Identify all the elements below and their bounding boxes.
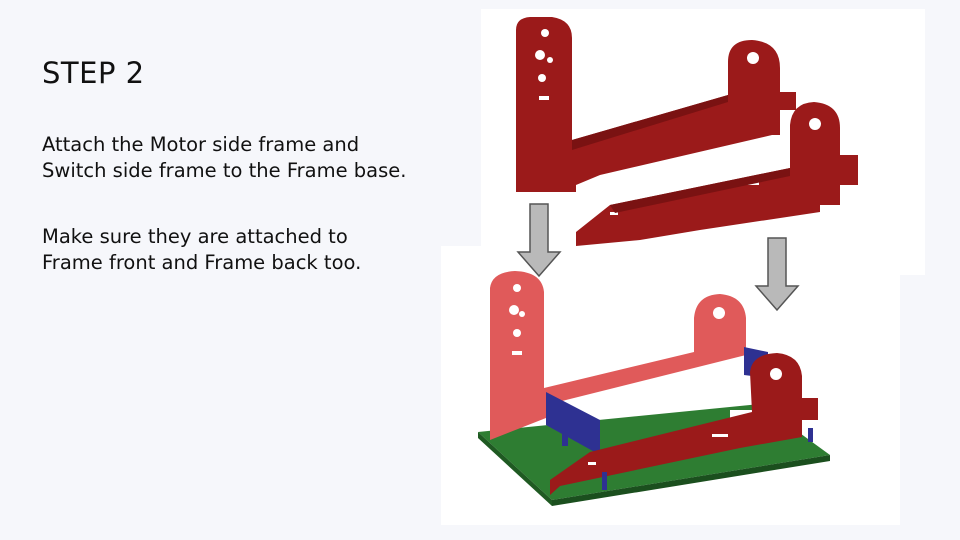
mount-hole xyxy=(538,74,546,82)
frame-front-tab xyxy=(602,472,607,490)
down-arrow-right xyxy=(756,238,798,310)
mount-hole xyxy=(541,29,549,37)
mount-slot xyxy=(512,351,522,355)
mount-slot xyxy=(539,96,549,100)
frame-back-tab xyxy=(808,428,813,442)
switch-slot xyxy=(712,434,728,437)
mount-hole xyxy=(513,284,521,292)
instruction-line: Switch side frame to the Frame base. xyxy=(42,159,407,182)
motor-side-frame xyxy=(516,17,796,192)
mount-hole xyxy=(535,50,545,60)
down-arrow-left xyxy=(518,204,560,276)
mount-hole xyxy=(519,311,525,317)
shaft-hole xyxy=(713,307,725,319)
instruction-line: Attach the Motor side frame and xyxy=(42,133,360,156)
mount-hole xyxy=(547,57,553,63)
instruction-line: Make sure they are attached to xyxy=(42,225,348,248)
instruction-line: Frame front and Frame back too. xyxy=(42,251,362,274)
switch-slot xyxy=(588,462,596,465)
slide-title: STEP 2 xyxy=(42,56,145,90)
pivot-hole xyxy=(770,368,782,380)
pivot-hole xyxy=(809,118,821,130)
shaft-hole xyxy=(747,52,759,64)
mount-hole xyxy=(509,305,519,315)
mount-hole xyxy=(513,329,521,337)
